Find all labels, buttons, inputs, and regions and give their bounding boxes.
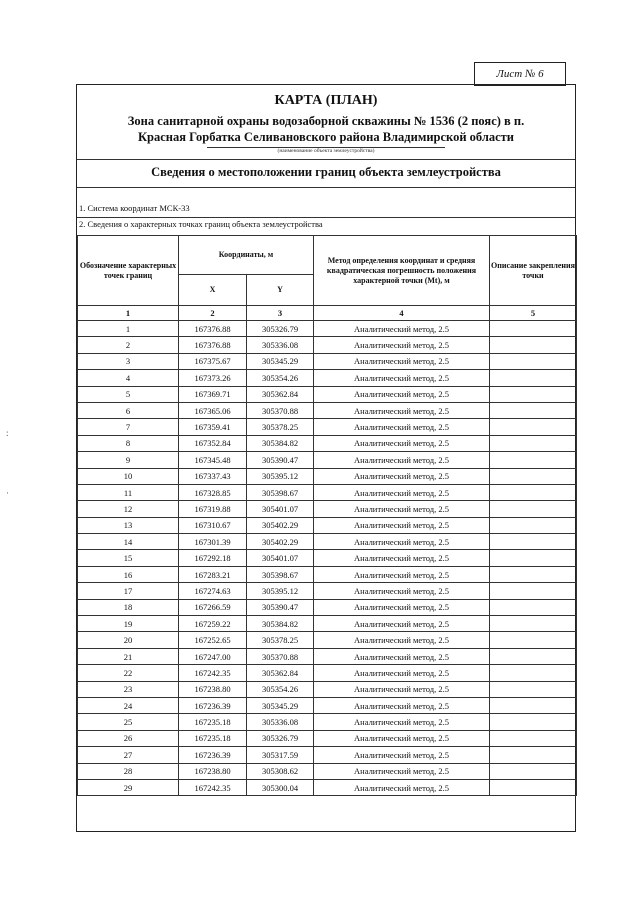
y-coordinate-cell: 305398.67 xyxy=(247,484,314,500)
description-cell xyxy=(490,714,577,730)
method-cell: Аналитический метод, 2.5 xyxy=(314,616,490,632)
y-coordinate-cell: 305345.29 xyxy=(247,697,314,713)
coordinates-table xyxy=(77,235,577,796)
heading-line-1: Зона санитарной охраны водозаборной скважины № 1536 (2 пояс) в п. xyxy=(127,114,525,128)
x-coordinate-cell: 167319.88 xyxy=(179,501,247,517)
table-row xyxy=(78,763,577,779)
description-cell xyxy=(490,763,577,779)
method-cell: Аналитический метод, 2.5 xyxy=(314,402,490,418)
method-cell: Аналитический метод, 2.5 xyxy=(314,353,490,369)
method-cell: Аналитический метод, 2.5 xyxy=(314,337,490,353)
description-cell xyxy=(490,583,577,599)
y-coordinate-cell: 305317.59 xyxy=(247,747,314,763)
y-coordinate-cell: 305378.25 xyxy=(247,632,314,648)
method-cell: Аналитический метод, 2.5 xyxy=(314,763,490,779)
description-cell xyxy=(490,370,577,386)
y-coordinate-cell: 305370.88 xyxy=(247,402,314,418)
method-cell: Аналитический метод, 2.5 xyxy=(314,452,490,468)
description-cell xyxy=(490,747,577,763)
point-number-cell: 9 xyxy=(78,452,179,468)
table-row xyxy=(78,353,577,369)
point-number-cell: 21 xyxy=(78,648,179,664)
point-number-cell: 6 xyxy=(78,402,179,418)
description-cell xyxy=(490,452,577,468)
x-coordinate-cell: 167292.18 xyxy=(179,550,247,566)
description-cell xyxy=(490,599,577,615)
x-coordinate-cell: 167337.43 xyxy=(179,468,247,484)
header-x: X xyxy=(179,275,247,306)
document-heading xyxy=(77,113,575,145)
sheet-number-label: Лист № 6 xyxy=(474,62,566,86)
description-cell xyxy=(490,517,577,533)
table-row xyxy=(78,534,577,550)
method-cell: Аналитический метод, 2.5 xyxy=(314,550,490,566)
point-number-cell: 25 xyxy=(78,714,179,730)
method-cell: Аналитический метод, 2.5 xyxy=(314,697,490,713)
column-number-row xyxy=(78,306,577,321)
table-row xyxy=(78,402,577,418)
table-row xyxy=(78,550,577,566)
point-number-cell: 5 xyxy=(78,386,179,402)
table-row xyxy=(78,714,577,730)
x-coordinate-cell: 167345.48 xyxy=(179,452,247,468)
description-cell xyxy=(490,550,577,566)
table-row xyxy=(78,599,577,615)
point-number-cell: 4 xyxy=(78,370,179,386)
y-coordinate-cell: 305402.29 xyxy=(247,534,314,550)
method-cell: Аналитический метод, 2.5 xyxy=(314,779,490,795)
point-number-cell: 10 xyxy=(78,468,179,484)
point-number-cell: 1 xyxy=(78,321,179,337)
x-coordinate-cell: 167301.39 xyxy=(179,534,247,550)
point-number-cell: 12 xyxy=(78,501,179,517)
y-coordinate-cell: 305362.84 xyxy=(247,386,314,402)
description-cell xyxy=(490,484,577,500)
description-cell xyxy=(490,681,577,697)
y-coordinate-cell: 305384.82 xyxy=(247,616,314,632)
method-cell: Аналитический метод, 2.5 xyxy=(314,484,490,500)
point-number-cell: 23 xyxy=(78,681,179,697)
point-number-cell: 28 xyxy=(78,763,179,779)
column-number: 1 xyxy=(78,306,179,321)
y-coordinate-cell: 305308.62 xyxy=(247,763,314,779)
y-coordinate-cell: 305390.47 xyxy=(247,599,314,615)
method-cell: Аналитический метод, 2.5 xyxy=(314,599,490,615)
method-cell: Аналитический метод, 2.5 xyxy=(314,583,490,599)
table-row xyxy=(78,681,577,697)
description-cell xyxy=(490,321,577,337)
table-row xyxy=(78,501,577,517)
point-number-cell: 11 xyxy=(78,484,179,500)
x-coordinate-cell: 167247.00 xyxy=(179,648,247,664)
x-coordinate-cell: 167238.80 xyxy=(179,681,247,697)
y-coordinate-cell: 305326.79 xyxy=(247,730,314,746)
point-number-cell: 29 xyxy=(78,779,179,795)
y-coordinate-cell: 305395.12 xyxy=(247,468,314,484)
method-cell: Аналитический метод, 2.5 xyxy=(314,730,490,746)
point-number-cell: 3 xyxy=(78,353,179,369)
x-coordinate-cell: 167376.88 xyxy=(179,321,247,337)
y-coordinate-cell: 305300.04 xyxy=(247,779,314,795)
point-number-cell: 15 xyxy=(78,550,179,566)
point-number-cell: 14 xyxy=(78,534,179,550)
x-coordinate-cell: 167359.41 xyxy=(179,419,247,435)
y-coordinate-cell: 305354.26 xyxy=(247,681,314,697)
x-coordinate-cell: 167310.67 xyxy=(179,517,247,533)
description-cell xyxy=(490,337,577,353)
table-row xyxy=(78,419,577,435)
table-row xyxy=(78,370,577,386)
point-number-cell: 24 xyxy=(78,697,179,713)
point-number-cell: 27 xyxy=(78,747,179,763)
table-row xyxy=(78,452,577,468)
divider xyxy=(77,187,575,188)
description-cell xyxy=(490,353,577,369)
method-cell: Аналитический метод, 2.5 xyxy=(314,435,490,451)
table-row xyxy=(78,337,577,353)
x-coordinate-cell: 167236.39 xyxy=(179,747,247,763)
description-cell xyxy=(490,697,577,713)
x-coordinate-cell: 167236.39 xyxy=(179,697,247,713)
description-cell xyxy=(490,501,577,517)
x-coordinate-cell: 167266.59 xyxy=(179,599,247,615)
description-cell xyxy=(490,616,577,632)
header-method: Метод определения координат и средняя квадратическая погрешность положения характерной точки (Mt), м xyxy=(314,236,490,306)
method-cell: Аналитический метод, 2.5 xyxy=(314,468,490,484)
description-cell xyxy=(490,648,577,664)
x-coordinate-cell: 167242.35 xyxy=(179,665,247,681)
description-cell xyxy=(490,665,577,681)
x-coordinate-cell: 167365.06 xyxy=(179,402,247,418)
method-cell: Аналитический метод, 2.5 xyxy=(314,632,490,648)
column-number: 5 xyxy=(490,306,577,321)
table-row xyxy=(78,665,577,681)
method-cell: Аналитический метод, 2.5 xyxy=(314,566,490,582)
y-coordinate-cell: 305401.07 xyxy=(247,501,314,517)
point-number-cell: 13 xyxy=(78,517,179,533)
method-cell: Аналитический метод, 2.5 xyxy=(314,321,490,337)
divider xyxy=(77,159,575,160)
method-cell: Аналитический метод, 2.5 xyxy=(314,681,490,697)
table-row xyxy=(78,779,577,795)
x-coordinate-cell: 167235.18 xyxy=(179,730,247,746)
description-cell xyxy=(490,402,577,418)
method-cell: Аналитический метод, 2.5 xyxy=(314,517,490,533)
y-coordinate-cell: 305398.67 xyxy=(247,566,314,582)
x-coordinate-cell: 167283.21 xyxy=(179,566,247,582)
table-row xyxy=(78,632,577,648)
x-coordinate-cell: 167352.84 xyxy=(179,435,247,451)
table-row xyxy=(78,583,577,599)
method-cell: Аналитический метод, 2.5 xyxy=(314,370,490,386)
point-number-cell: 20 xyxy=(78,632,179,648)
description-cell xyxy=(490,632,577,648)
point-number-cell: 18 xyxy=(78,599,179,615)
table-row xyxy=(78,517,577,533)
x-coordinate-cell: 167235.18 xyxy=(179,714,247,730)
heading-line-2: Красная Горбатка Селивановского района Владимирской области xyxy=(137,130,514,144)
table-row xyxy=(78,386,577,402)
x-coordinate-cell: 167259.22 xyxy=(179,616,247,632)
description-cell xyxy=(490,730,577,746)
header-point-designation: Обозначение характерных точек границ xyxy=(78,236,179,306)
y-coordinate-cell: 305390.47 xyxy=(247,452,314,468)
x-coordinate-cell: 167238.80 xyxy=(179,763,247,779)
x-coordinate-cell: 167376.88 xyxy=(179,337,247,353)
point-number-cell: 2 xyxy=(78,337,179,353)
description-cell xyxy=(490,435,577,451)
y-coordinate-cell: 305402.29 xyxy=(247,517,314,533)
method-cell: Аналитический метод, 2.5 xyxy=(314,501,490,517)
description-cell xyxy=(490,534,577,550)
description-cell xyxy=(490,779,577,795)
y-coordinate-cell: 305345.29 xyxy=(247,353,314,369)
table-row xyxy=(78,648,577,664)
y-coordinate-cell: 305336.08 xyxy=(247,337,314,353)
point-number-cell: 26 xyxy=(78,730,179,746)
divider xyxy=(77,217,575,218)
points-info: 2. Сведения о характерных точках границ объекта землеустройства xyxy=(79,219,323,229)
description-cell xyxy=(490,566,577,582)
x-coordinate-cell: 167328.85 xyxy=(179,484,247,500)
x-coordinate-cell: 167252.65 xyxy=(179,632,247,648)
column-number: 2 xyxy=(179,306,247,321)
x-coordinate-cell: 167373.26 xyxy=(179,370,247,386)
document-title: КАРТА (ПЛАН) xyxy=(274,93,378,108)
header-coordinates: Координаты, м xyxy=(179,236,314,275)
header-description: Описание закрепления точки xyxy=(490,236,577,306)
method-cell: Аналитический метод, 2.5 xyxy=(314,714,490,730)
method-cell: Аналитический метод, 2.5 xyxy=(314,534,490,550)
table-row xyxy=(78,321,577,337)
header-y: Y xyxy=(247,275,314,306)
point-number-cell: 7 xyxy=(78,419,179,435)
y-coordinate-cell: 305354.26 xyxy=(247,370,314,386)
coordinate-system: 1. Система координат МСК-33 xyxy=(79,203,190,213)
section-title: Сведения о местоположении границ объекта землеустройства xyxy=(151,165,501,179)
table-row xyxy=(78,697,577,713)
x-coordinate-cell: 167242.35 xyxy=(179,779,247,795)
x-coordinate-cell: 167375.67 xyxy=(179,353,247,369)
method-cell: Аналитический метод, 2.5 xyxy=(314,419,490,435)
x-coordinate-cell: 167369.71 xyxy=(179,386,247,402)
y-coordinate-cell: 305384.82 xyxy=(247,435,314,451)
table-row xyxy=(78,566,577,582)
table-row xyxy=(78,747,577,763)
y-coordinate-cell: 305378.25 xyxy=(247,419,314,435)
y-coordinate-cell: 305401.07 xyxy=(247,550,314,566)
point-number-cell: 22 xyxy=(78,665,179,681)
point-number-cell: 19 xyxy=(78,616,179,632)
table-row xyxy=(78,484,577,500)
description-cell xyxy=(490,468,577,484)
table-row xyxy=(78,616,577,632)
y-coordinate-cell: 305362.84 xyxy=(247,665,314,681)
y-coordinate-cell: 305336.08 xyxy=(247,714,314,730)
point-number-cell: 17 xyxy=(78,583,179,599)
table-row xyxy=(78,435,577,451)
method-cell: Аналитический метод, 2.5 xyxy=(314,386,490,402)
column-number: 4 xyxy=(314,306,490,321)
x-coordinate-cell: 167274.63 xyxy=(179,583,247,599)
method-cell: Аналитический метод, 2.5 xyxy=(314,665,490,681)
point-number-cell: 16 xyxy=(78,566,179,582)
heading-caption: (наименование объекта землеустройства) xyxy=(277,148,375,154)
table-row xyxy=(78,730,577,746)
method-cell: Аналитический метод, 2.5 xyxy=(314,747,490,763)
y-coordinate-cell: 305326.79 xyxy=(247,321,314,337)
description-cell xyxy=(490,419,577,435)
table-row xyxy=(78,468,577,484)
method-cell: Аналитический метод, 2.5 xyxy=(314,648,490,664)
y-coordinate-cell: 305395.12 xyxy=(247,583,314,599)
description-cell xyxy=(490,386,577,402)
column-number: 3 xyxy=(247,306,314,321)
margin-mark: : xyxy=(6,428,9,438)
y-coordinate-cell: 305370.88 xyxy=(247,648,314,664)
document-frame xyxy=(76,84,576,832)
margin-mark: · xyxy=(6,488,9,498)
point-number-cell: 8 xyxy=(78,435,179,451)
